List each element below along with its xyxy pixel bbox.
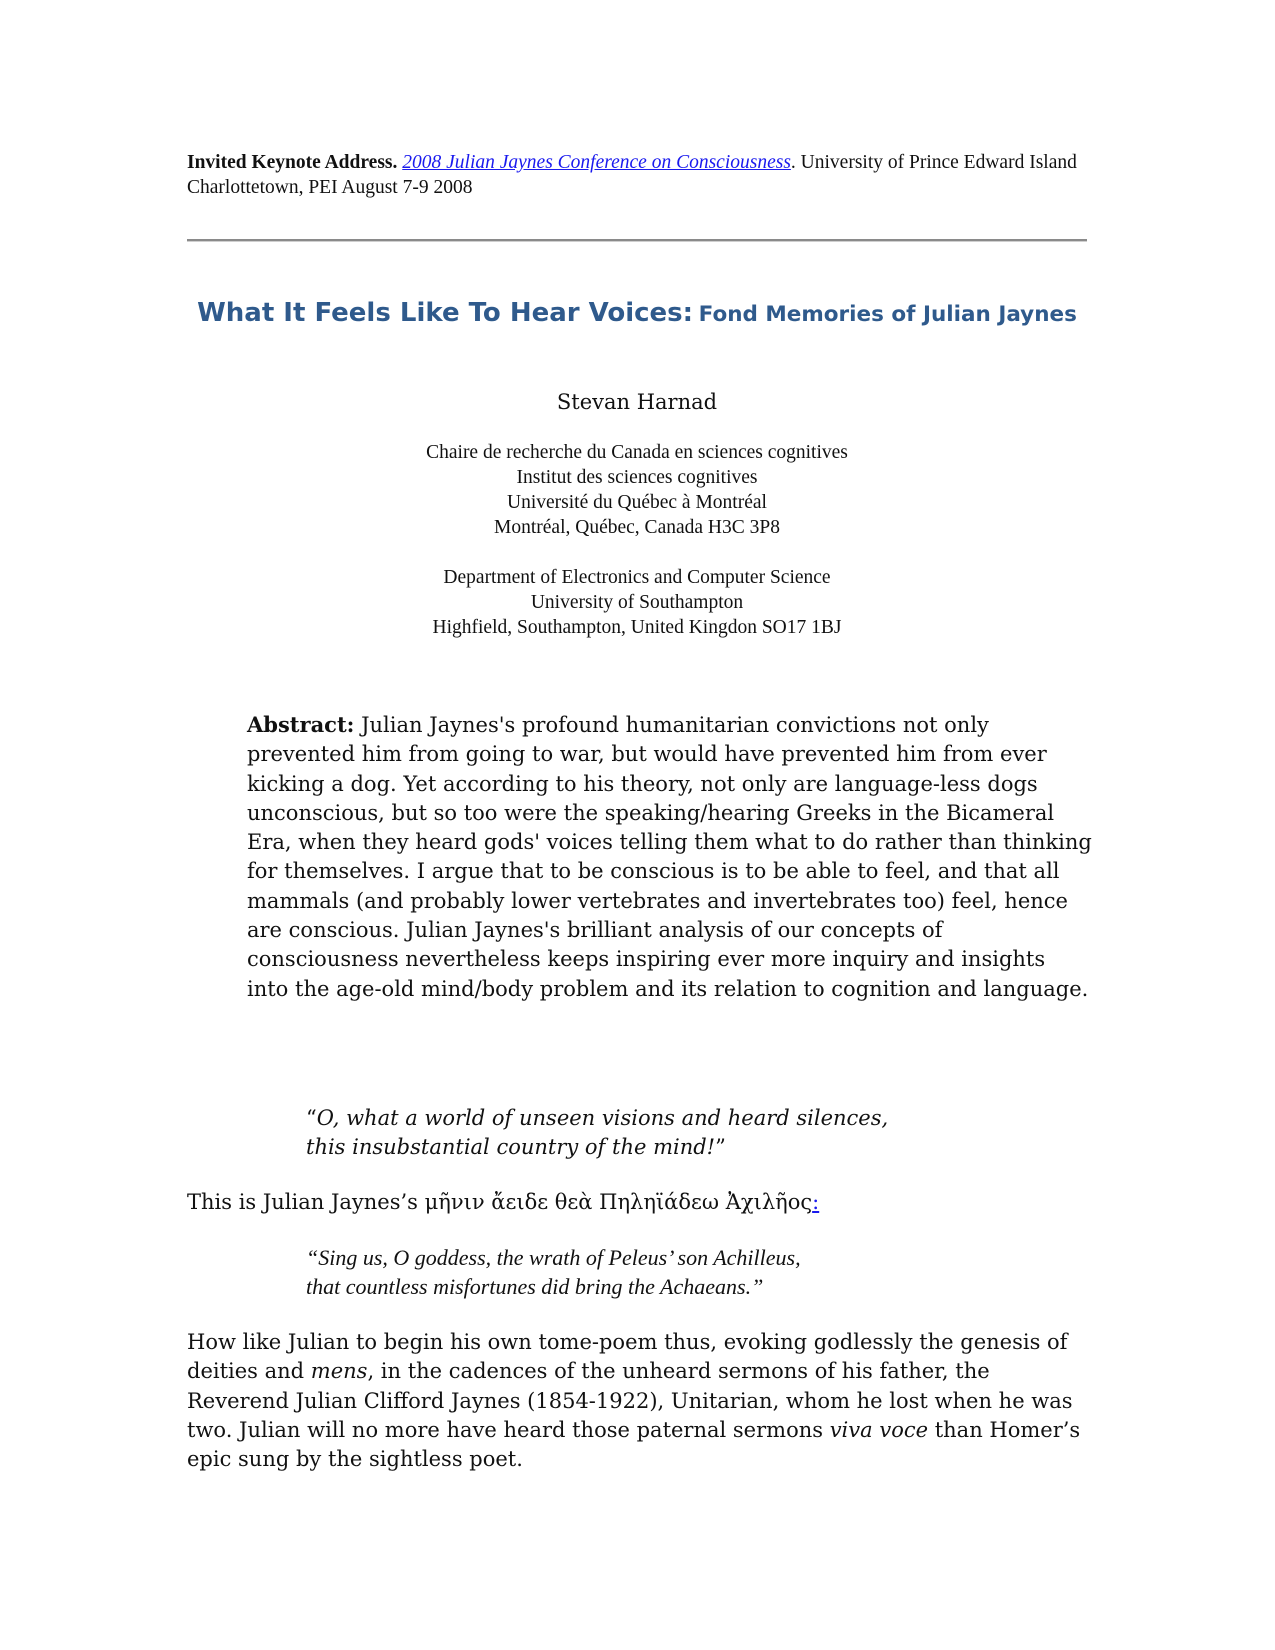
header-location: . University of Prince Edward Island Charlottetown, PEI August 7-9 2008: [187, 152, 1077, 198]
translation-line-2: that countless misfortunes did bring the Achaeans.”: [306, 1274, 764, 1299]
header-lead: Invited Keynote Address.: [187, 152, 398, 173]
paragraph-emphasis: mens: [310, 1359, 368, 1384]
abstract-label: Abstract:: [247, 712, 355, 737]
epigraph-open-quote: “: [306, 1106, 317, 1130]
document-title: [187, 298, 1087, 328]
paragraph-text: How like Julian to begin his own tome-poem thus, evoking godlessly the genesis of deities and: [187, 1330, 1068, 1384]
body-paragraph: [187, 1328, 1092, 1474]
abstract: [247, 710, 1092, 1004]
affiliation-southampton: [187, 565, 1087, 640]
affiliation-line: University of Southampton: [530, 592, 744, 613]
translation-quote: [306, 1243, 1026, 1301]
epigraph-line-2: this insubstantial country of the mind!: [306, 1135, 716, 1159]
conference-link[interactable]: 2008 Julian Jaynes Conference on Consciousness: [402, 152, 791, 173]
paragraph-text: than Homer’s epic sung by the sightless poet.: [187, 1417, 1081, 1472]
epigraph-close-quote: ”: [715, 1135, 726, 1159]
greek-text: μῆνιν ἄειδε θεὰ Πηληϊάδεω Ἀχιλῆος: [424, 1190, 813, 1214]
greek-intro-text: This is Julian Jaynes’s: [187, 1190, 425, 1214]
epigraph-line-1: O, what a world of unseen visions and heard silences,: [316, 1106, 889, 1130]
affiliation-canada: [187, 440, 1087, 540]
affiliation-line: Montréal, Québec, Canada H3C 3P8: [494, 517, 780, 538]
affiliation-line: Université du Québec à Montréal: [507, 492, 767, 513]
greek-intro-line: [187, 1190, 1087, 1214]
affiliation-line: Highfield, Southampton, United Kingdon SO17 1BJ: [432, 617, 842, 638]
paragraph-text: , in the cadences of the unheard sermons of his father, the Reverend Julian Clifford Jaynes (1854-1922), Unitarian, whom he lost when he was two. Julian will no more have heard those paternal sermons: [187, 1359, 1073, 1442]
author-name: Stevan Harnad: [556, 390, 718, 414]
horizontal-rule: [187, 239, 1087, 242]
greek-colon-link[interactable]: :: [812, 1190, 820, 1214]
paragraph-emphasis: viva voce: [829, 1417, 929, 1442]
affiliation-line: Department of Electronics and Computer Science: [443, 567, 831, 588]
header-citation: [187, 150, 1092, 200]
epigraph-quote: [306, 1104, 1006, 1162]
abstract-text: Julian Jaynes's profound humanitarian convictions not only prevented him from going to war, but would have prevented him from ever kicking a dog. Yet according to his theory, not only are language-less dogs unconscious, but so too were the speaking/hearing Greeks in the Bicameral Era, when they heard gods' voices telling them what to do rather than thinking for themselves. I argue that to be conscious is to be able to feel, and that all mammals (and probably lower vertebrates and invertebrates too) feel, hence are conscious. Julian Jaynes's brilliant analysis of our concepts of consciousness nevertheless keeps inspiring ever more inquiry and insights into the age-old mind/body problem and its relation to cognition and language.: [247, 713, 1092, 1001]
title-subtitle: Fond Memories of Julian Jaynes: [698, 302, 1077, 327]
title-main: What It Feels Like To Hear Voices:: [197, 298, 694, 328]
translation-line-1: “Sing us, O goddess, the wrath of Peleus’ son Achilleus,: [306, 1245, 801, 1270]
affiliation-line: Institut des sciences cognitives: [516, 467, 758, 488]
affiliation-line: Chaire de recherche du Canada en sciences cognitives: [426, 442, 848, 463]
